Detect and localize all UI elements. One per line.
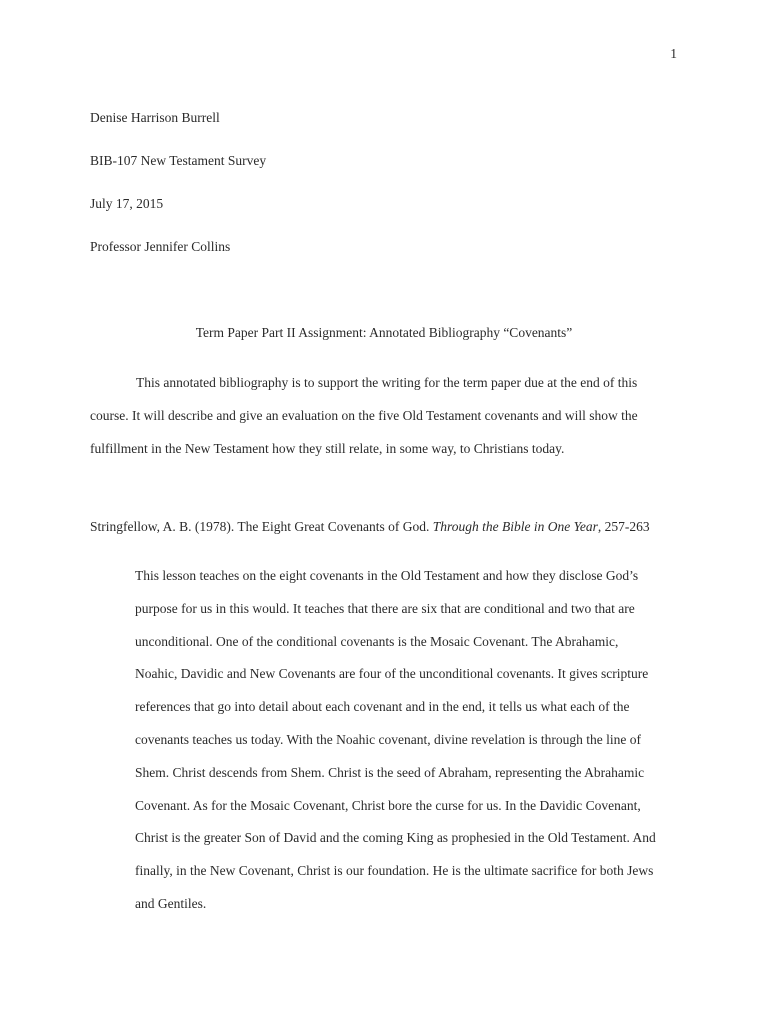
paper-date: July 17, 2015 — [90, 196, 164, 211]
citation-source: Through the Bible in One Year — [432, 519, 598, 534]
annotation-line: unconditional. One of the conditional covenants is the Mosaic Covenant. The Abrahamic, — [135, 633, 619, 649]
annotation-line: Noahic, Davidic and New Covenants are four of the unconditional covenants. It gives scripture — [135, 666, 649, 682]
author-name: Denise Harrison Burrell — [90, 110, 220, 125]
bibliography-citation — [90, 517, 650, 537]
intro-line: fulfillment in the New Testament how they still relate, in some way, to Christians today. — [90, 441, 565, 456]
professor-name: Professor Jennifer Collins — [90, 239, 231, 254]
paper-title: Term Paper Part II Assignment: Annotated Bibliography “Covenants” — [195, 325, 573, 340]
page-number: 1 — [670, 46, 677, 61]
citation-author-title: Stringfellow, A. B. (1978). The Eight Great Covenants of God. — [90, 519, 433, 534]
annotation-line: This lesson teaches on the eight covenants in the Old Testament and how they disclose God’s — [135, 568, 639, 583]
intro-line: course. It will describe and give an evaluation on the five Old Testament covenants and will show the — [90, 408, 638, 423]
annotation-line: finally, in the New Covenant, Christ is our foundation. He is the ultimate sacrifice for both Jews — [135, 863, 654, 879]
annotation-line: references that go into detail about each covenant and in the end, it tells us what each of the — [135, 699, 630, 715]
annotation-line: Christ is the greater Son of David and the coming King as prophesied in the Old Testament. And — [135, 830, 656, 846]
annotation-paragraph — [135, 560, 695, 921]
annotation-line: Covenant. As for the Mosaic Covenant, Christ bore the curse for us. In the Davidic Covenant, — [135, 797, 641, 813]
course-name: BIB-107 New Testament Survey — [90, 153, 267, 168]
intro-paragraph — [90, 366, 690, 465]
annotation-line: purpose for us in this would. It teaches that there are six that are conditional and two that are — [135, 600, 635, 616]
intro-line: This annotated bibliography is to support the writing for the term paper due at the end of this — [136, 375, 638, 390]
annotation-line: and Gentiles. — [135, 895, 207, 911]
annotation-line: Shem. Christ descends from Shem. Christ is the seed of Abraham, representing the Abrahamic — [135, 764, 645, 780]
annotation-line: covenants teaches us today. With the Noahic covenant, divine revelation is through the line of — [135, 731, 641, 747]
citation-pages: , 257-263 — [597, 519, 650, 534]
